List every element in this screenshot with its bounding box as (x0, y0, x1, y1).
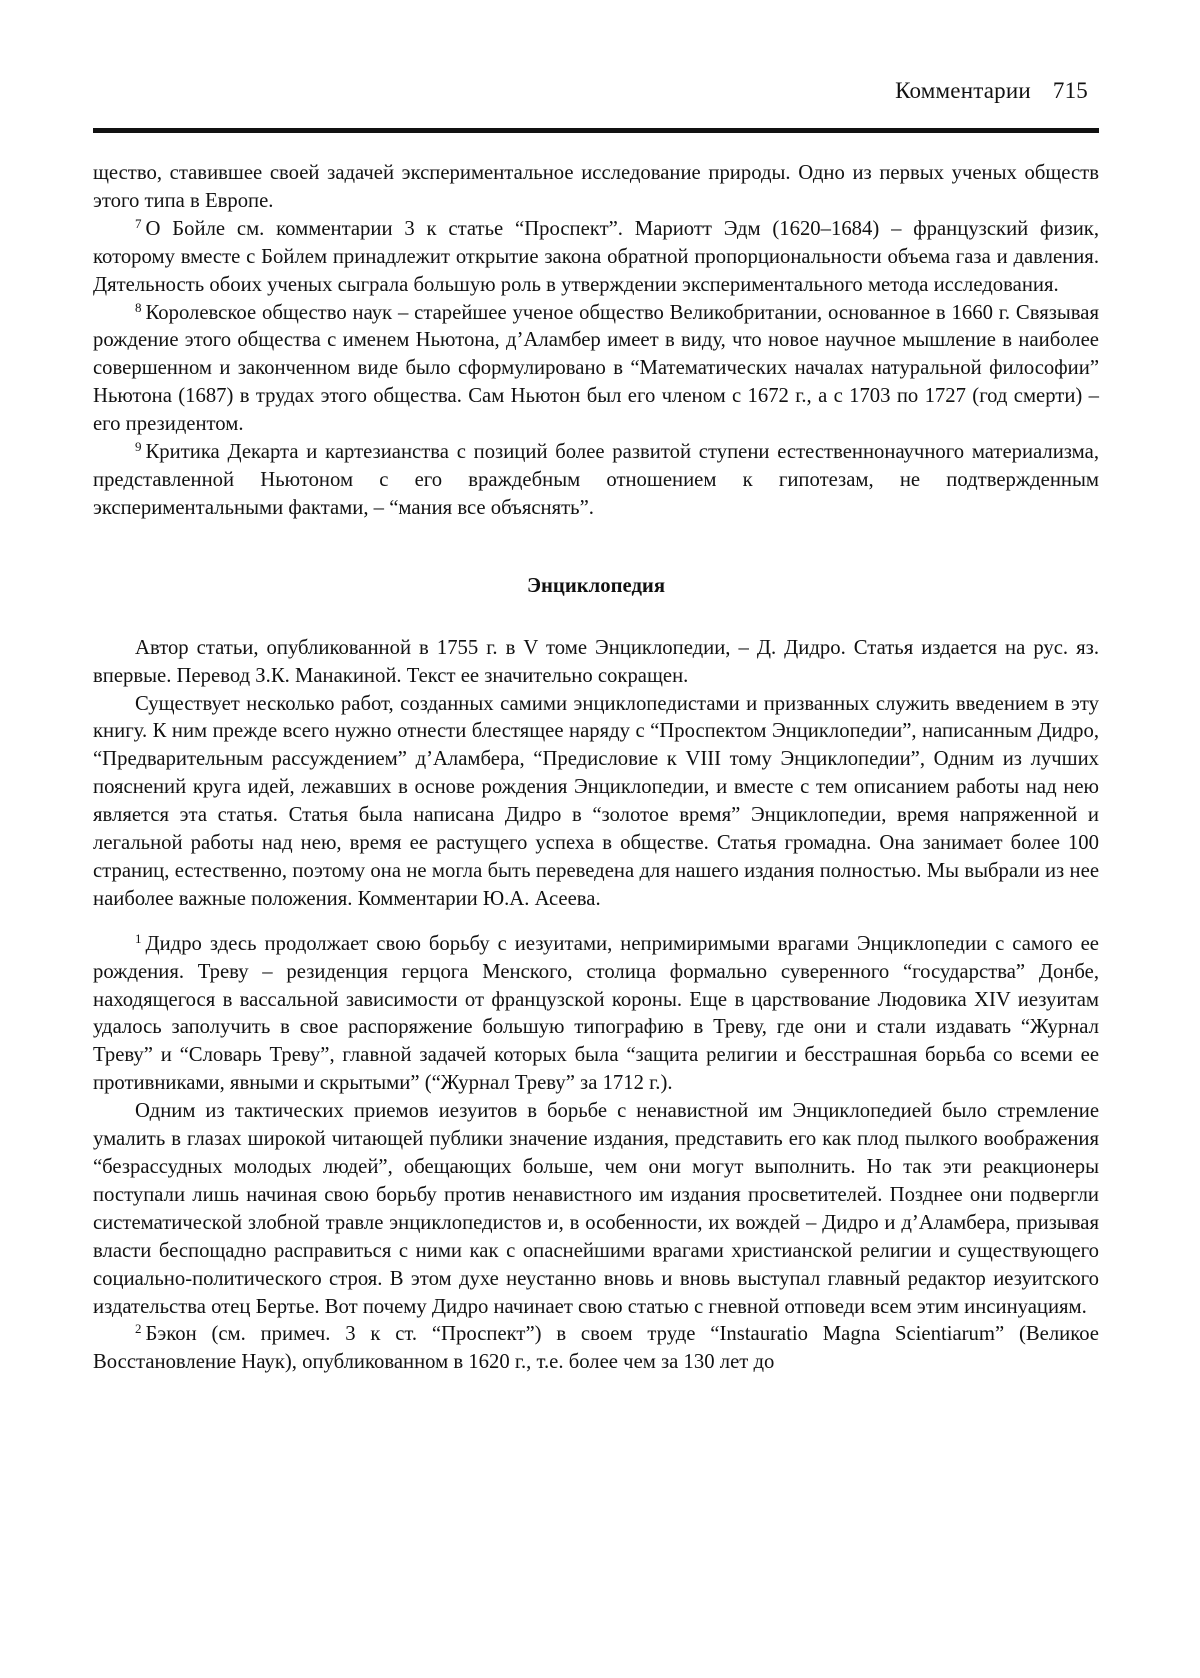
footnote-text: Дидро здесь продолжает свою борьбу с иезуитами, непримиримыми врагами Энциклопедии с самого ее рождения. Треву – резиденция герцога Менского, столица формально суверенного “государства” Донбе, находящегося в вассальной зависимости от французской короны. Еще в царствование Людовика XIV иезуитам удалось заполучить в свое распоряжение большую типографию в Треву, где они и стали издавать “Журнал Треву” и “Словарь Треву”, главной задачей которых была “защита религии и бесстрашная борьба со всеми ее противниками, явными и скрытыми” (“Журнал Треву” за 1712 г.). (93, 932, 1099, 1095)
running-head (895, 78, 1088, 104)
footnote-2 (93, 1321, 1099, 1377)
spacer (93, 914, 1099, 931)
footnote-text: О Бойле см. комментарии 3 к статье “Проспект”. Мариотт Эдм (1620–1684) – французский физик, которому вместе с Бойлем принадлежит открытие закона обратной пропорциональности объема газа и давления. Дятельность обоих ученых сыграла большую роль в утверждении экспериментального метода исследования. (93, 217, 1099, 296)
running-head-title: Комментарии (895, 78, 1031, 103)
footnote-8 (93, 300, 1099, 440)
intro-paragraph: Автор статьи, опубликованной в 1755 г. в V томе Энциклопедии, – Д. Дидро. Статья издается на рус. яз. впервые. Перевод З.К. Манакиной. Текст ее значительно сокращен. (93, 636, 1099, 687)
footnote-9 (93, 439, 1099, 523)
footnote-7 (93, 216, 1099, 300)
footnote-number: 9 (135, 439, 142, 455)
section-heading: Энциклопедия (526, 574, 666, 597)
footnote-number: 7 (135, 215, 142, 231)
footnote-text: Бэкон (см. примеч. 3 к ст. “Проспект”) в своем труде “Instauratio Magna Scientiarum” (Великое Восстановление Наук), опубликованном в 1620 г., т.е. более чем за 130 лет до (93, 1323, 1099, 1374)
page-number: 715 (1052, 78, 1088, 103)
footnote-number: 1 (135, 930, 142, 946)
footnote-text: Королевское общество наук – старейшее ученое общество Великобритании, основанное в 1660 г. Связывая рождение этого общества с именем Ньютона, д’Аламбер имеет в виду, что новое научное мышление в наиболее совершенном и законченном виде было сформулировано в “Математических началах натуральной философии” Ньютона (1687) в трудах этого общества. Сам Ньютон был его членом с 1672 г., а с 1703 по 1727 (год смерти) – его президентом. (93, 301, 1099, 436)
footnote-1-continuation: Одним из тактических приемов иезуитов в борьбе с ненавистной им Энциклопедией было стремление умалить в глазах широкой читающей публики значение издания, представить его как плод пылкого воображения “безрассудных молодых людей”, обещающих больше, чем они могут выполнить. Но так эти реакционеры поступали лишь начиная свою борьбу против ненавистного им издания просветителей. Позднее они подвергли систематической злобной травле энциклопедистов и, в особенности, их вождей – Дидро и д’Аламбера, призывая власти беспощадно расправиться с ними как с опаснейшими врагами христианской религии и существующего социально-политического строя. В этом духе неустанно вновь и вновь выступал главный редактор иезуитского издательства отец Бертье. Вот почему Дидро начинает свою статью с гневной отповеди всем этим инсинуациям. (93, 1100, 1099, 1318)
footnote-number: 8 (135, 299, 142, 315)
footnote-1 (93, 931, 1099, 1098)
footnote-text: Критика Декарта и картезианства с позиций более развитой ступени естественнонаучного материализма, представленной Ньютоном с его враждебным отношением к гипотезам, не подтвержденным экспериментальными фактами, – “мания все объяснять”. (93, 441, 1099, 519)
footnote-number: 2 (135, 1321, 142, 1337)
body-text (93, 160, 1099, 1377)
header-rule (93, 128, 1099, 133)
note-continuation: щество, ставившее своей задачей экспериментальное исследование природы. Одно из первых ученых обществ этого типа в Европе. (93, 162, 1099, 212)
intro-paragraph: Существует несколько работ, созданных самими энциклопедистами и призванных служить введением в эту книгу. К ним прежде всего нужно отнести блестящее наряду с “Проспектом Энциклопедии”, написанным Дидро, “Предварительным рассуждением” д’Аламбера, “Предисловие к VIII тому Энциклопедии”, Одним из лучших пояснений круга идей, лежавших в основе рождения Энциклопедии, и вместе с тем описанием работы над нею является эта статья. Статья была написана Дидро в “золотое время” Энциклопедии, время напряженной и легальной работы над нею, время ее растущего успеха в обществе. Статья громадна. Она занимает более 100 страниц, естественно, поэтому она не могла быть переведена для нашего издания полностью. Мы выбрали из нее наиболее важные положения. Комментарии Ю.А. Асеева. (93, 692, 1099, 910)
